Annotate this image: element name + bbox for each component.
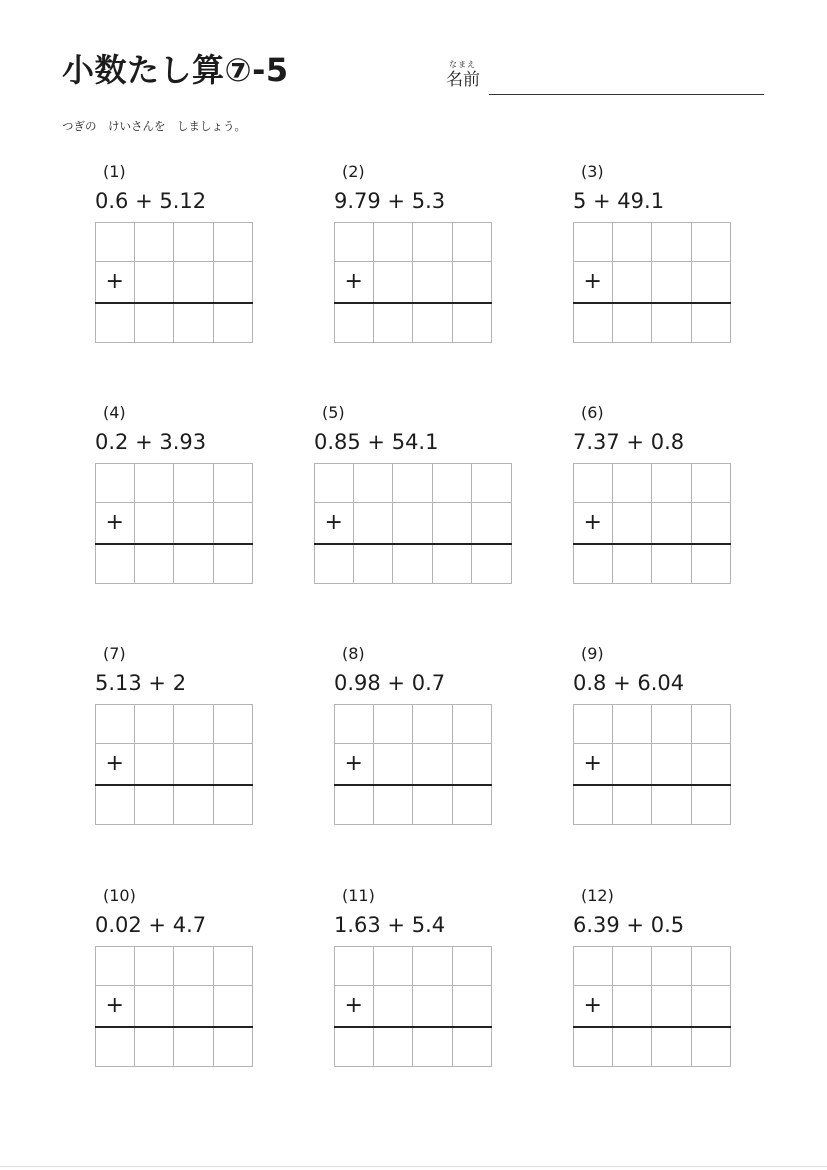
answer-cell[interactable] [692, 544, 732, 584]
answer-cell[interactable] [433, 463, 473, 503]
answer-cell[interactable] [354, 544, 394, 584]
answer-cell[interactable] [573, 303, 613, 343]
answer-cell[interactable] [334, 785, 374, 825]
problem-expression: 1.63 + 5.4 [334, 913, 446, 937]
answer-cell[interactable] [135, 503, 175, 543]
answer-cell[interactable] [135, 785, 175, 825]
sum-line [314, 543, 512, 545]
answer-cell[interactable] [214, 744, 254, 784]
answer-cell[interactable] [652, 785, 692, 825]
answer-cell[interactable] [613, 785, 653, 825]
answer-cell[interactable] [214, 463, 254, 503]
answer-cell[interactable] [652, 744, 692, 784]
plus-sign: + [105, 510, 124, 536]
sum-line [573, 543, 731, 545]
plus-sign: + [105, 993, 124, 1019]
problem-expression: 6.39 + 0.5 [573, 913, 685, 937]
answer-cell[interactable] [692, 303, 732, 343]
answer-cell[interactable] [652, 544, 692, 584]
answer-cell[interactable] [354, 463, 394, 503]
problem-number: (11) [342, 886, 375, 905]
answer-cell[interactable] [613, 1027, 653, 1067]
answer-cell[interactable] [573, 704, 613, 744]
answer-cell[interactable] [692, 785, 732, 825]
answer-cell[interactable] [692, 744, 732, 784]
answer-cell[interactable] [573, 544, 613, 584]
sum-line [334, 1026, 492, 1028]
answer-cell[interactable] [453, 262, 493, 302]
answer-cell[interactable] [374, 785, 414, 825]
answer-cell[interactable] [692, 1027, 732, 1067]
plus-sign: + [105, 751, 124, 777]
answer-cell[interactable] [95, 1027, 135, 1067]
answer-cell[interactable] [433, 544, 473, 584]
answer-cell[interactable] [374, 986, 414, 1026]
answer-cell[interactable] [135, 704, 175, 744]
problem-number: (10) [103, 886, 136, 905]
answer-cell[interactable] [472, 503, 512, 543]
answer-cell[interactable] [214, 704, 254, 744]
answer-cell[interactable] [174, 986, 214, 1026]
page-bottom-rule [0, 1166, 827, 1167]
answer-cell[interactable] [135, 262, 175, 302]
answer-cell[interactable] [692, 946, 732, 986]
answer-cell[interactable] [374, 744, 414, 784]
answer-cell[interactable] [573, 463, 613, 503]
answer-cell[interactable] [95, 785, 135, 825]
sum-line [334, 784, 492, 786]
answer-cell[interactable] [413, 986, 453, 1026]
answer-cell[interactable] [652, 704, 692, 744]
answer-cell[interactable] [174, 303, 214, 343]
answer-cell[interactable] [135, 986, 175, 1026]
problem-number: (1) [103, 162, 126, 181]
problem-expression: 5.13 + 2 [95, 671, 187, 695]
answer-cell[interactable] [652, 463, 692, 503]
problem-number: (8) [342, 644, 365, 663]
answer-cell[interactable] [393, 503, 433, 543]
answer-cell[interactable] [692, 704, 732, 744]
plus-sign: + [583, 510, 602, 536]
answer-cell[interactable] [692, 262, 732, 302]
answer-cell[interactable] [692, 503, 732, 543]
answer-cell[interactable] [214, 544, 254, 584]
problem-number: (7) [103, 644, 126, 663]
name-furigana: なまえ [449, 60, 476, 69]
answer-cell[interactable] [652, 1027, 692, 1067]
answer-cell[interactable] [135, 544, 175, 584]
answer-cell[interactable] [613, 946, 653, 986]
answer-cell[interactable] [453, 704, 493, 744]
answer-cell[interactable] [472, 463, 512, 503]
answer-cell[interactable] [413, 704, 453, 744]
answer-cell[interactable] [135, 303, 175, 343]
problem-number: (9) [581, 644, 604, 663]
answer-cell[interactable] [314, 544, 354, 584]
problem-number: (3) [581, 162, 604, 181]
problem-expression: 0.2 + 3.93 [95, 430, 207, 454]
answer-cell[interactable] [174, 946, 214, 986]
answer-cell[interactable] [613, 986, 653, 1026]
answer-cell[interactable] [413, 946, 453, 986]
problem-number: (12) [581, 886, 614, 905]
answer-cell[interactable] [174, 785, 214, 825]
problem-expression: 0.8 + 6.04 [573, 671, 685, 695]
problem-expression: 7.37 + 0.8 [573, 430, 685, 454]
answer-cell[interactable] [453, 785, 493, 825]
instruction-text: つぎの けいさんを しましょう。 [62, 119, 246, 133]
answer-cell[interactable] [174, 704, 214, 744]
answer-cell[interactable] [393, 463, 433, 503]
answer-cell[interactable] [652, 946, 692, 986]
name-write-line[interactable] [489, 94, 764, 95]
plus-sign: + [344, 269, 363, 295]
answer-cell[interactable] [95, 946, 135, 986]
answer-cell[interactable] [334, 222, 374, 262]
problem-number: (6) [581, 403, 604, 422]
answer-cell[interactable] [613, 222, 653, 262]
answer-cell[interactable] [95, 704, 135, 744]
problem-expression: 9.79 + 5.3 [334, 189, 446, 213]
answer-cell[interactable] [214, 986, 254, 1026]
sum-line [95, 302, 253, 304]
answer-cell[interactable] [135, 946, 175, 986]
name-area [446, 58, 766, 98]
answer-cell[interactable] [453, 744, 493, 784]
answer-cell[interactable] [95, 222, 135, 262]
answer-cell[interactable] [314, 463, 354, 503]
answer-cell[interactable] [652, 986, 692, 1026]
answer-cell[interactable] [374, 946, 414, 986]
problem-expression: 0.85 + 54.1 [314, 430, 439, 454]
answer-cell[interactable] [413, 744, 453, 784]
answer-cell[interactable] [334, 1027, 374, 1067]
answer-cell[interactable] [613, 503, 653, 543]
plus-sign: + [583, 993, 602, 1019]
problem-number: (2) [342, 162, 365, 181]
answer-cell[interactable] [135, 463, 175, 503]
sum-line [95, 1026, 253, 1028]
answer-cell[interactable] [692, 222, 732, 262]
answer-cell[interactable] [95, 463, 135, 503]
sum-line [95, 784, 253, 786]
answer-cell[interactable] [573, 946, 613, 986]
answer-cell[interactable] [652, 222, 692, 262]
answer-cell[interactable] [214, 503, 254, 543]
problem-expression: 0.6 + 5.12 [95, 189, 207, 213]
answer-cell[interactable] [573, 222, 613, 262]
sum-line [573, 1026, 731, 1028]
answer-cell[interactable] [214, 222, 254, 262]
answer-cell[interactable] [453, 1027, 493, 1067]
answer-cell[interactable] [613, 744, 653, 784]
answer-cell[interactable] [95, 303, 135, 343]
answer-cell[interactable] [95, 544, 135, 584]
answer-cell[interactable] [135, 744, 175, 784]
answer-cell[interactable] [613, 262, 653, 302]
answer-cell[interactable] [374, 222, 414, 262]
answer-cell[interactable] [453, 946, 493, 986]
answer-cell[interactable] [613, 463, 653, 503]
problem-number: (4) [103, 403, 126, 422]
sum-line [334, 302, 492, 304]
answer-cell[interactable] [174, 222, 214, 262]
answer-cell[interactable] [453, 303, 493, 343]
sum-line [573, 784, 731, 786]
answer-cell[interactable] [374, 1027, 414, 1067]
answer-cell[interactable] [413, 262, 453, 302]
plus-sign: + [344, 751, 363, 777]
answer-cell[interactable] [453, 986, 493, 1026]
answer-cell[interactable] [692, 986, 732, 1026]
problem-expression: 5 + 49.1 [573, 189, 665, 213]
answer-cell[interactable] [453, 222, 493, 262]
answer-cell[interactable] [692, 463, 732, 503]
answer-cell[interactable] [334, 704, 374, 744]
answer-cell[interactable] [413, 222, 453, 262]
answer-cell[interactable] [214, 303, 254, 343]
answer-cell[interactable] [214, 785, 254, 825]
sum-line [573, 302, 731, 304]
problem-expression: 0.02 + 4.7 [95, 913, 207, 937]
answer-cell[interactable] [354, 503, 394, 543]
answer-cell[interactable] [135, 222, 175, 262]
answer-cell[interactable] [174, 262, 214, 302]
answer-cell[interactable] [374, 704, 414, 744]
answer-cell[interactable] [174, 744, 214, 784]
answer-cell[interactable] [214, 262, 254, 302]
answer-cell[interactable] [433, 503, 473, 543]
answer-cell[interactable] [174, 503, 214, 543]
answer-cell[interactable] [174, 544, 214, 584]
answer-cell[interactable] [334, 303, 374, 343]
answer-cell[interactable] [393, 544, 433, 584]
answer-cell[interactable] [573, 785, 613, 825]
plus-sign: + [324, 510, 343, 536]
answer-cell[interactable] [174, 1027, 214, 1067]
plus-sign: + [583, 269, 602, 295]
answer-cell[interactable] [374, 303, 414, 343]
answer-cell[interactable] [413, 785, 453, 825]
answer-cell[interactable] [652, 303, 692, 343]
plus-sign: + [344, 993, 363, 1019]
answer-cell[interactable] [652, 503, 692, 543]
answer-cell[interactable] [214, 1027, 254, 1067]
answer-cell[interactable] [334, 946, 374, 986]
answer-cell[interactable] [214, 946, 254, 986]
answer-cell[interactable] [652, 262, 692, 302]
answer-cell[interactable] [573, 1027, 613, 1067]
answer-cell[interactable] [135, 1027, 175, 1067]
plus-sign: + [583, 751, 602, 777]
answer-cell[interactable] [374, 262, 414, 302]
answer-cell[interactable] [613, 704, 653, 744]
answer-cell[interactable] [413, 1027, 453, 1067]
answer-cell[interactable] [613, 544, 653, 584]
answer-cell[interactable] [413, 303, 453, 343]
problem-expression: 0.98 + 0.7 [334, 671, 446, 695]
answer-cell[interactable] [174, 463, 214, 503]
sum-line [95, 543, 253, 545]
problem-number: (5) [322, 403, 345, 422]
page-title: 小数たし算⑦-5 [62, 51, 289, 89]
plus-sign: + [105, 269, 124, 295]
name-label: 名前 [446, 70, 480, 90]
answer-cell[interactable] [472, 544, 512, 584]
answer-cell[interactable] [613, 303, 653, 343]
